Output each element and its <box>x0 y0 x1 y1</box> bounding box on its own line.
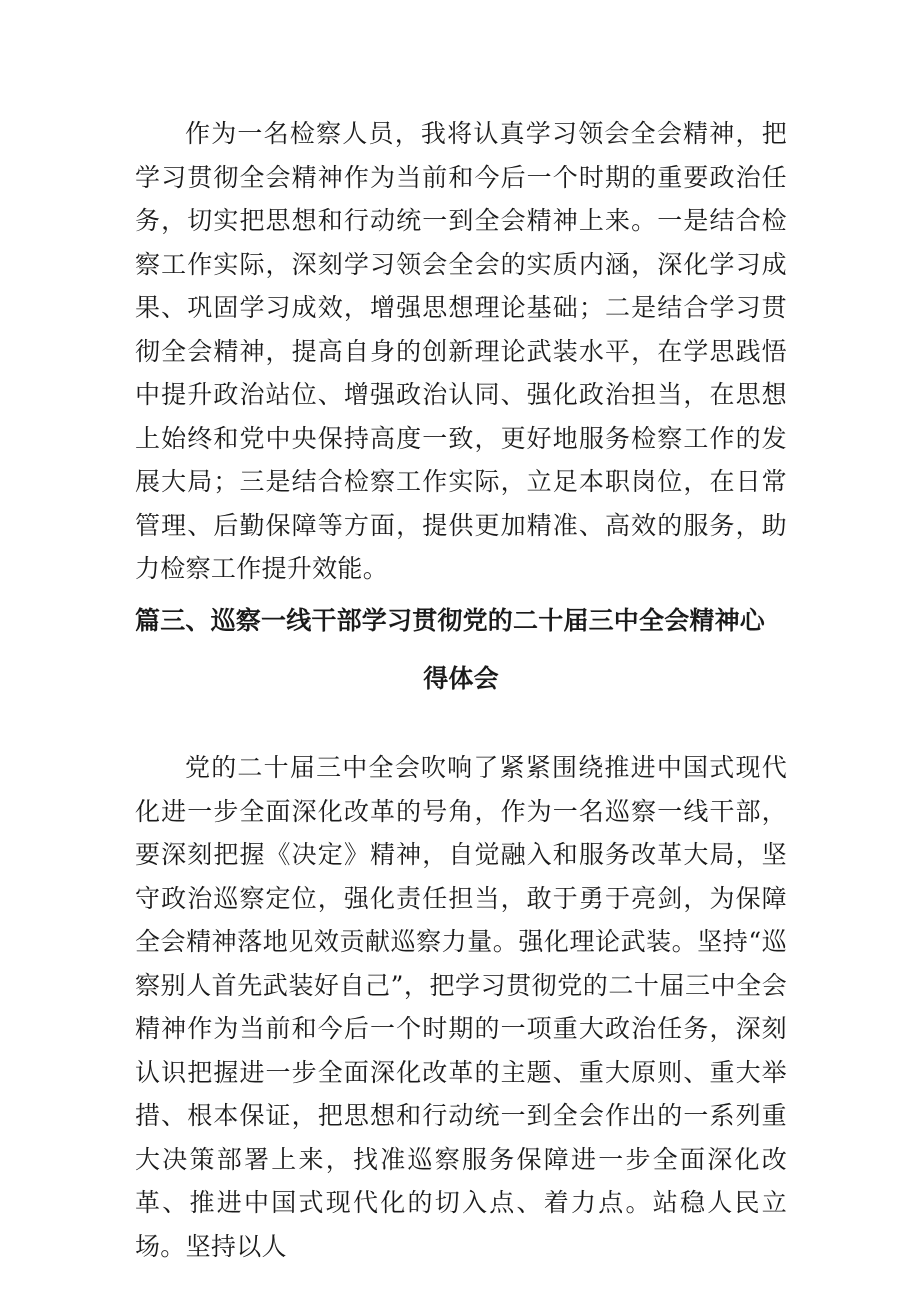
section-heading-line-2: 得体会 <box>423 664 499 693</box>
body-paragraph-2: 党的二十届三中全会吹响了紧紧围绕推进中国式现代化进一步全面深化改革的号角，作为一名巡察一线干部，要深刻把握《决定》精神，自觉融入和服务改革大局，坚守政治巡察定位，强化责任担当，敢于勇于亮剑，为保障全会精神落地见效贡献巡察力量。强化理论武装。坚持“巡察别人首先武装好自己”，把学习贯彻党的二十届三中全会精神作为当前和今后一个时期的一项重大政治任务，深刻认识把握进一步全面深化改革的主题、重大原则、重大举措、根本保证，把思想和行动统一到全会作出的一系列重大决策部署上来，找准巡察服务保障进一步全面深化改革、推进中国式现代化的切入点、着力点。站稳人民立场。坚持以人 <box>135 753 787 1261</box>
body-paragraph-1: 作为一名检察人员，我将认真学习领会全会精神，把学习贯彻全会精神作为当前和今后一个时期的重要政治任务，切实把思想和行动统一到全会精神上来。一是结合检察工作实际，深刻学习领会全会的实质内涵，深化学习成果、巩固学习成效，增强思想理论基础；二是结合学习贯彻全会精神，提高自身的创新理论武装水平，在学思践悟中提升政治站位、增强政治认同、强化政治担当，在思想上始终和党中央保持高度一致，更好地服务检察工作的发展大局；三是结合检察工作实际，立足本职岗位，在日常管理、后勤保障等方面，提供更加精准、高效的服务，助力检察工作提升效能。 <box>135 119 787 583</box>
section-heading-line-1: 篇三、巡察一线干部学习贯彻党的二十届三中全会精神心 <box>135 606 766 635</box>
